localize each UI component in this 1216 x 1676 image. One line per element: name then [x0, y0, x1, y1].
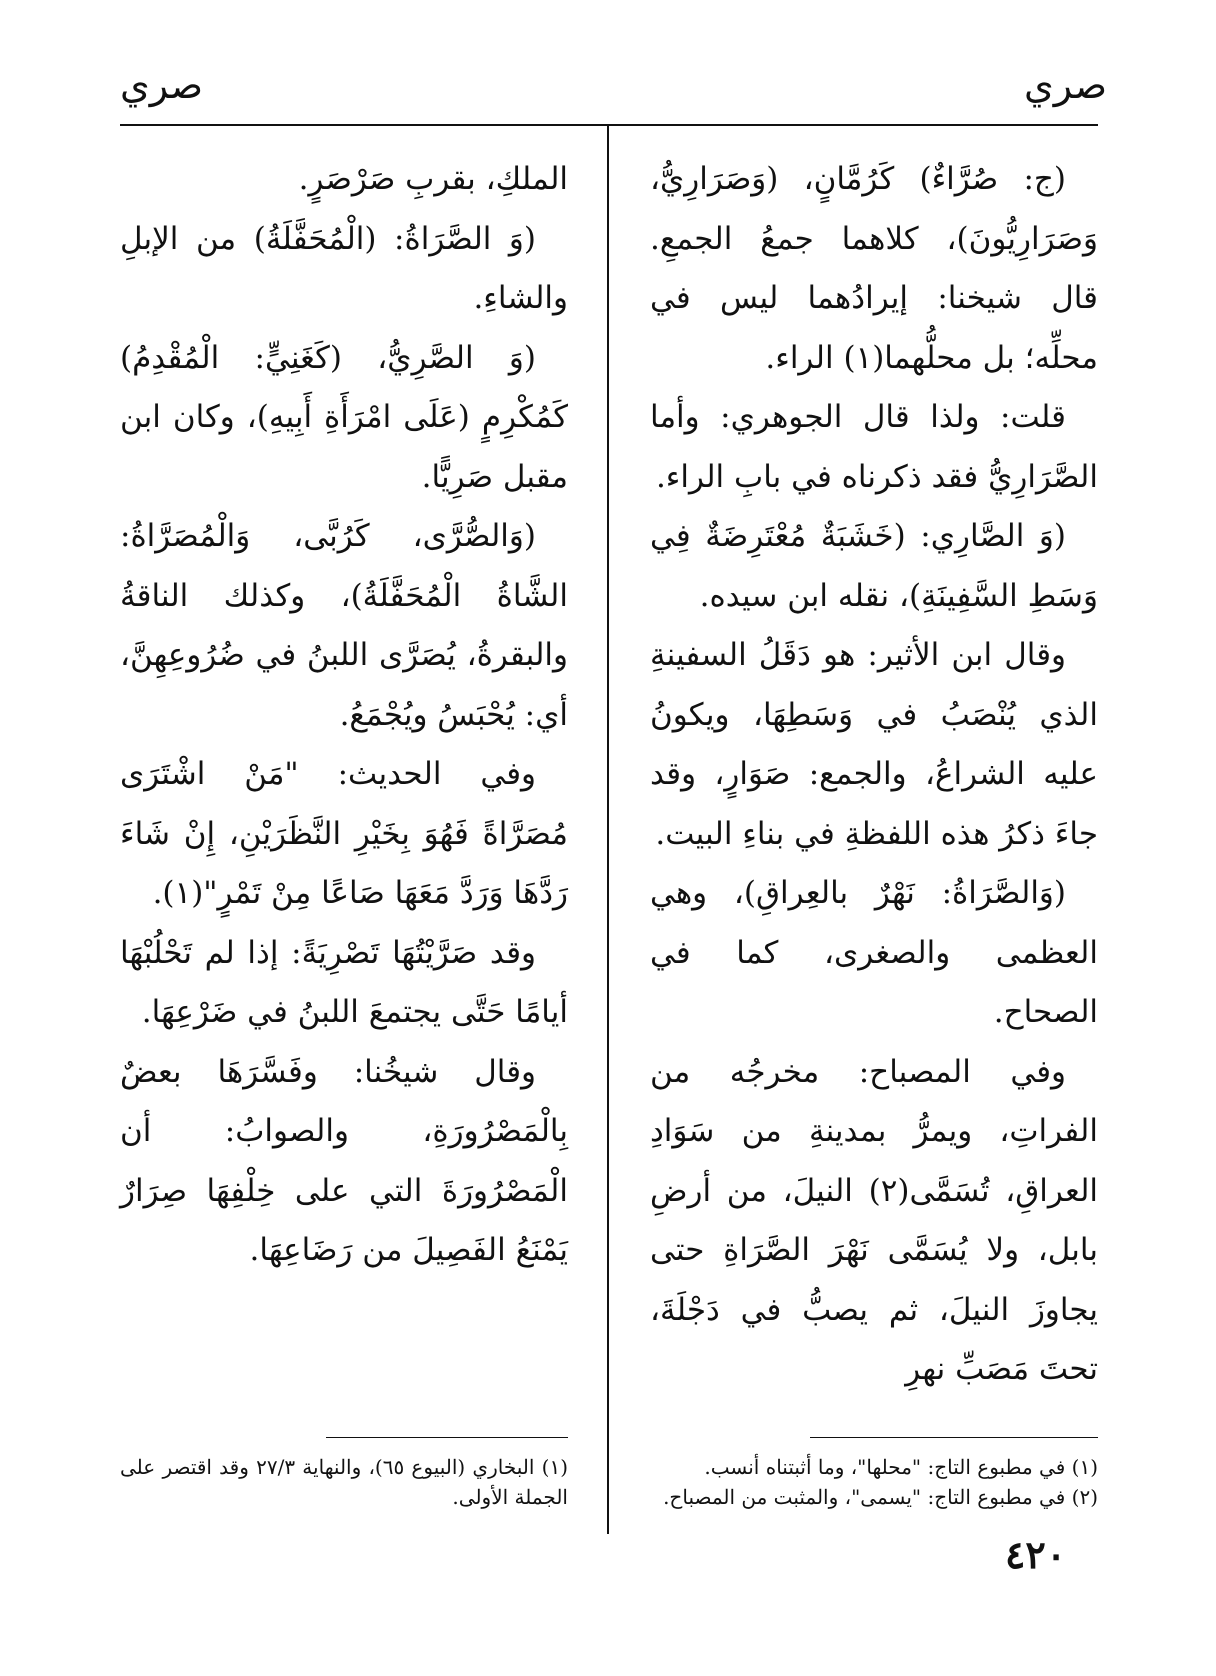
- running-head-right: صري: [1024, 63, 1107, 107]
- paragraph: وقد صَرَّيْتُهَا تَصْرِيَةً: إذا لم تَحْلُبْهَا أيامًا حَتَّى يجتمعَ اللبنُ في ضَرْعِهَا.: [120, 934, 568, 1030]
- footnote: (٢) في مطبوع التاج: "يسمى"، والمثبت من المصباح.: [663, 1485, 1098, 1509]
- paragraph: (وَالصُّرَّى، كَرُبَّى، وَالْمُصَرَّاةُ: الشَّاةُ الْمُحَفَّلَةُ)، وكذلك الناقةُ والبقرةُ، يُصَرَّى اللبنُ في ضُرُوعِهِنَّ، أي: يُحْبَسُ ويُجْمَعُ.: [120, 518, 568, 733]
- left-text-column: [120, 150, 568, 1281]
- right-text-column: [650, 150, 1098, 1400]
- footnotes-left: [120, 1452, 568, 1512]
- paragraph: (ج: صُرَّاءٌ) كَرُمَّانٍ، (وَصَرَارِيُّ، وَصَرَارِيُّونَ)، كلاهما جمعُ الجمعِ. قال شيخنا: إيرادُهما ليس في محلِّه؛ بل محلُّهما(١) الراء.: [650, 161, 1098, 376]
- column-divider: [607, 124, 609, 1534]
- paragraph: (وَ الصَّرِيُّ، (كَغَنِيٍّ: الْمُقْدِمُ) كَمُكْرِمٍ (عَلَى امْرَأَةِ أَبِيهِ)، وكان ابن مقبل صَرِيًّا.: [120, 339, 568, 495]
- running-head-left: صري: [120, 63, 203, 107]
- paragraph: وقال ابن الأثير: هو دَقَلُ السفينةِ الذي يُنْصَبُ في وَسَطِهَا، ويكونُ عليه الشراعُ، والجمع: صَوَارٍ، وقد جاءَ ذكرُ هذه اللفظةِ في بناءِ البيت.: [650, 637, 1098, 852]
- paragraph: (وَ الصَّرَاةُ: (الْمُحَفَّلَةُ) من الإبلِ والشاءِ.: [120, 220, 568, 316]
- page-number: ٤٢٠: [1005, 1532, 1067, 1577]
- paragraph: (وَالصَّرَاةُ: نَهْرٌ بالعِراقِ)، وهي العظمى والصغرى، كما في الصحاح.: [650, 875, 1098, 1030]
- header-rule: [120, 124, 1098, 126]
- footnotes-right: [650, 1452, 1098, 1512]
- footnote: (١) البخاري (البيوع ٦٥)، والنهاية ٢٧/٣ وقد اقتصر على الجملة الأولى.: [120, 1455, 569, 1509]
- paragraph: وقال شيخُنا: وفَسَّرَهَا بعضٌ بِالْمَصْرُورَةِ، والصوابُ: أن الْمَصْرُورَةَ التي على خِلْفِهَا صِرَارٌ يَمْنَعُ الفَصِيلَ من رَضَاعِهَا.: [120, 1053, 568, 1268]
- paragraph: وفي المصباح: مخرجُه من الفراتِ، ويمرُّ بمدينةِ من سَوَادِ العراقِ، تُسَمَّى(٢) النيلَ، من أرضِ بابل، ولا يُسَمَّى نَهْرَ الصَّرَاةِ حتى يجاوزَ النيلَ، ثم يصبُّ في دَجْلَةَ، تحتَ مَصَبِّ نهرِ: [650, 1053, 1099, 1387]
- paragraph: وفي الحديث: "مَنْ اشْتَرَى مُصَرَّاةً فَهُوَ بِخَيْرِ النَّظَرَيْنِ، إِنْ شَاءَ رَدَّهَا وَرَدَّ مَعَهَا صَاعًا مِنْ تَمْرٍ"(١).: [120, 756, 568, 911]
- footnote: (١) في مطبوع التاج: "محلها"، وما أثبتناه أنسب.: [704, 1455, 1098, 1479]
- paragraph: (وَ الصَّارِي: (خَشَبَةٌ مُعْتَرِضَةٌ فِي وَسَطِ السَّفِينَةِ)، نقله ابن سيده.: [650, 518, 1098, 614]
- footnote-rule-left: [326, 1437, 568, 1438]
- paragraph: الملكِ، بقربِ صَرْصَرٍ.: [298, 161, 568, 197]
- footnote-rule-right: [810, 1437, 1098, 1438]
- paragraph: قلت: ولذا قال الجوهري: وأما الصَّرَارِيُّ فقد ذكرناه في بابِ الراء.: [650, 399, 1098, 495]
